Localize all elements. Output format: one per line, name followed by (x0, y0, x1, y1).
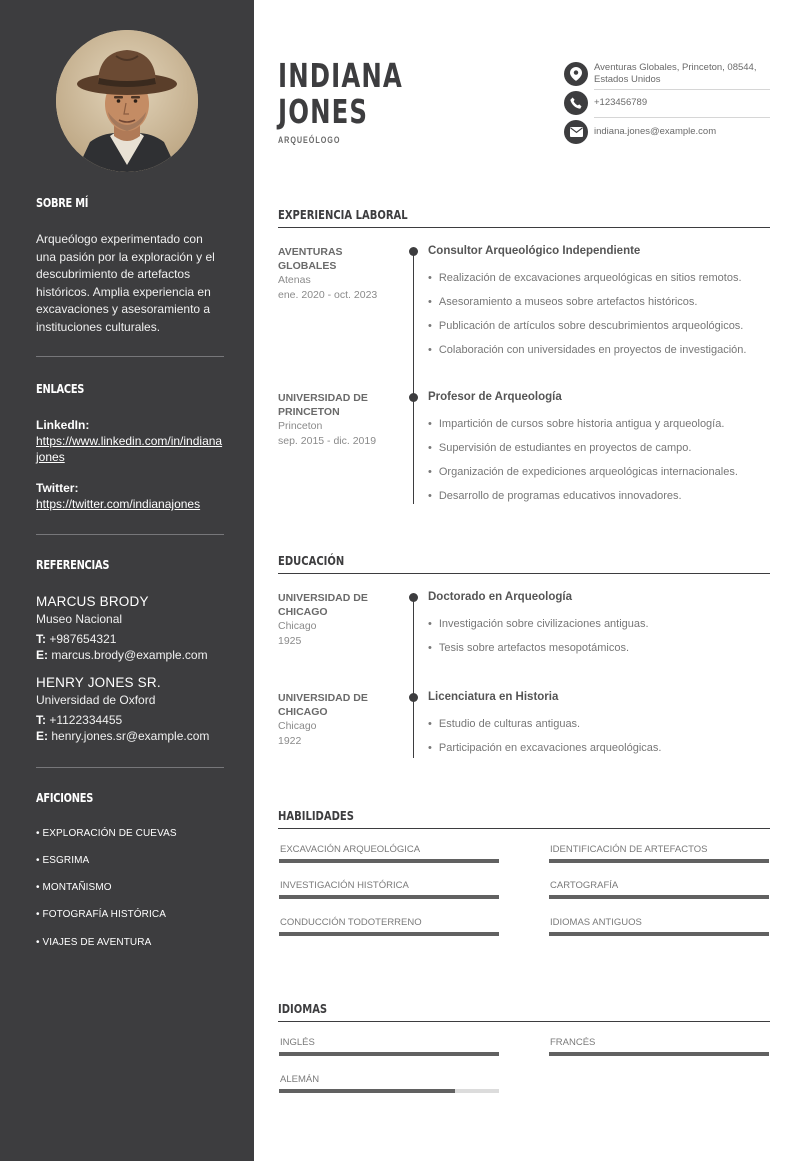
reference-phone: T: +1122334455 (36, 713, 123, 727)
timeline-dot (409, 393, 418, 402)
language-item (279, 1037, 499, 1056)
hobbies-list (36, 827, 224, 957)
contact-divider (594, 117, 770, 118)
list-item: • Investigación sobre civilizaciones antiguas. (428, 612, 773, 636)
job-title: ARQUEÓLOGO (278, 135, 341, 145)
twitter-block (36, 480, 224, 512)
reference-email: E: henry.jones.sr@example.com (36, 729, 210, 743)
language-item (549, 1037, 769, 1056)
email-text: indiana.jones@example.com (594, 126, 717, 137)
skill-label: CONDUCCIÓN TODOTERRENO (280, 917, 422, 928)
skill-item (279, 880, 499, 899)
list-item: • Desarrollo de programas educativos innovadores. (428, 484, 773, 508)
portrait-image (56, 30, 198, 172)
skill-level-bar (279, 895, 499, 899)
details-list (428, 612, 773, 660)
date-range: ene. 2020 - oct. 2023 (278, 289, 378, 301)
about-text: Arqueólogo experimentado con una pasión por la exploración y el descubrimiento de artefactos históricos. Amplia experiencia en excavaciones y asesoramiento a instituciones culturales. (36, 232, 215, 334)
timeline-dot (409, 693, 418, 702)
hobby-item: • ESGRIMA (36, 855, 90, 866)
section-rule (278, 1021, 770, 1022)
list-item: • Tesis sobre artefactos mesopotámicos. (428, 636, 773, 660)
timeline-dot (409, 247, 418, 256)
list-item: • Publicación de artículos sobre descubrimientos arqueológicos. (428, 314, 773, 338)
language-level-bar (279, 1089, 499, 1093)
year: 1925 (278, 635, 302, 647)
list-item: • Estudio de culturas antiguas. (428, 712, 773, 736)
twitter-link[interactable]: https://twitter.com/indianajones (36, 497, 201, 511)
location-pin-icon (564, 62, 588, 86)
language-level-fill (279, 1052, 499, 1056)
language-level-fill (549, 1052, 769, 1056)
date-range: sep. 2015 - dic. 2019 (278, 435, 377, 447)
reference-org: Universidad de Oxford (36, 693, 156, 707)
twitter-label: Twitter: (36, 481, 79, 495)
language-level-bar (549, 1052, 769, 1056)
list-item: • Realización de excavaciones arqueológicas en sitios remotos. (428, 266, 773, 290)
institution-name: UNIVERSIDAD DE CHICAGO (278, 592, 368, 618)
contact-address (564, 62, 770, 86)
organization-name: AVENTURAS GLOBALES (278, 246, 343, 272)
location: Chicago (278, 620, 317, 632)
education-entry-meta (278, 591, 393, 649)
hobby-item: • VIAJES DE AVENTURA (36, 937, 152, 948)
details-list (428, 712, 773, 760)
position-title: Profesor de Arqueología (428, 391, 562, 403)
envelope-icon (564, 120, 588, 144)
section-rule (278, 573, 770, 574)
about-section (36, 196, 224, 210)
reference-name: MARCUS BRODY (36, 594, 149, 609)
skill-level-fill (279, 932, 499, 936)
reference-email: E: marcus.brody@example.com (36, 648, 208, 662)
list-item: • Organización de expediciones arqueológicas internacionales. (428, 460, 773, 484)
reference-item (36, 674, 224, 744)
hobbies-heading: AFICIONES (36, 791, 94, 805)
skill-level-fill (279, 895, 499, 899)
references-heading: REFERENCIAS (36, 558, 110, 572)
language-label: FRANCÉS (550, 1037, 596, 1048)
skill-item (549, 880, 769, 899)
skill-level-fill (549, 859, 769, 863)
skill-item (549, 917, 769, 936)
position-title: Consultor Arqueológico Independiente (428, 245, 641, 257)
skill-level-fill (549, 932, 769, 936)
skill-item (549, 844, 769, 863)
experience-entry-meta (278, 245, 393, 303)
reference-org: Museo Nacional (36, 612, 123, 626)
location: Atenas (278, 274, 311, 286)
section-rule (278, 227, 770, 228)
skill-level-bar (279, 932, 499, 936)
address-text: Aventuras Globales, Princeton, 08544, Estados Unidos (594, 62, 757, 85)
skill-item (279, 844, 499, 863)
linkedin-block (36, 417, 224, 465)
sidebar (0, 0, 254, 1161)
reference-phone: T: +987654321 (36, 632, 117, 646)
list-item: • Colaboración con universidades en proyectos de investigación. (428, 338, 773, 362)
first-name: INDIANA (278, 56, 403, 95)
language-item (279, 1074, 499, 1093)
language-level-fill (279, 1089, 455, 1093)
experience-entry-meta (278, 391, 393, 449)
location: Chicago (278, 720, 317, 732)
reference-item (36, 593, 224, 663)
skill-label: EXCAVACIÓN ARQUEOLÓGICA (280, 844, 421, 855)
organization-name: UNIVERSIDAD DE PRINCETON (278, 392, 368, 418)
skill-level-bar (549, 932, 769, 936)
skill-level-fill (549, 895, 769, 899)
skill-label: INVESTIGACIÓN HISTÓRICA (280, 880, 409, 891)
skill-level-bar (549, 895, 769, 899)
hobbies-section (36, 791, 224, 805)
education-heading: EDUCACIÓN (278, 553, 345, 568)
skill-label: IDIOMAS ANTIGUOS (550, 917, 642, 928)
language-level-bar (279, 1052, 499, 1056)
language-label: INGLÉS (280, 1037, 315, 1048)
location: Princeton (278, 420, 323, 432)
section-rule (278, 828, 770, 829)
year: 1922 (278, 735, 302, 747)
hobby-item: • FOTOGRAFÍA HISTÓRICA (36, 909, 166, 920)
skill-level-bar (279, 859, 499, 863)
phone-icon (564, 91, 588, 115)
degree-title: Licenciatura en Historia (428, 691, 559, 703)
skill-label: CARTOGRAFÍA (550, 880, 619, 891)
phone-text: +123456789 (594, 97, 648, 108)
responsibility-list (428, 266, 773, 362)
skill-level-bar (549, 859, 769, 863)
timeline-dot (409, 593, 418, 602)
languages-heading: IDIOMAS (278, 1001, 328, 1016)
list-item: • Asesoramiento a museos sobre artefactos históricos. (428, 290, 773, 314)
contact-phone (564, 91, 770, 115)
skill-item (279, 917, 499, 936)
sidebar-divider (36, 356, 224, 357)
hobby-item: • EXPLORACIÓN DE CUEVAS (36, 828, 177, 839)
about-heading: SOBRE MÍ (36, 196, 89, 210)
experience-heading: EXPERIENCIA LABORAL (278, 207, 408, 222)
skill-label: IDENTIFICACIÓN DE ARTEFACTOS (550, 844, 708, 855)
timeline-line (413, 597, 414, 758)
list-item: • Impartición de cursos sobre historia antigua y arqueología. (428, 412, 773, 436)
links-section (36, 382, 224, 396)
list-item: • Participación en excavaciones arqueológicas. (428, 736, 773, 760)
contact-divider (594, 89, 770, 90)
references-section (36, 558, 224, 572)
skills-heading: HABILIDADES (278, 808, 354, 823)
sidebar-divider (36, 534, 224, 535)
timeline-line (413, 251, 414, 504)
skill-level-fill (279, 859, 499, 863)
candidate-name (278, 58, 426, 130)
list-item: • Supervisión de estudiantes en proyectos de campo. (428, 436, 773, 460)
responsibility-list (428, 412, 773, 508)
degree-title: Doctorado en Arqueología (428, 591, 572, 603)
linkedin-link[interactable]: https://www.linkedin.com/in/indianajones (36, 434, 223, 464)
last-name: JONES (278, 92, 369, 131)
hobby-item: • MONTAÑISMO (36, 882, 112, 893)
sidebar-divider (36, 767, 224, 768)
linkedin-label: LinkedIn: (36, 418, 90, 432)
reference-name: HENRY JONES SR. (36, 675, 161, 690)
language-label: ALEMÁN (280, 1074, 320, 1085)
contact-email (564, 120, 770, 144)
education-entry-meta (278, 691, 393, 749)
links-heading: ENLACES (36, 382, 85, 396)
avatar (56, 30, 198, 172)
institution-name: UNIVERSIDAD DE CHICAGO (278, 692, 368, 718)
